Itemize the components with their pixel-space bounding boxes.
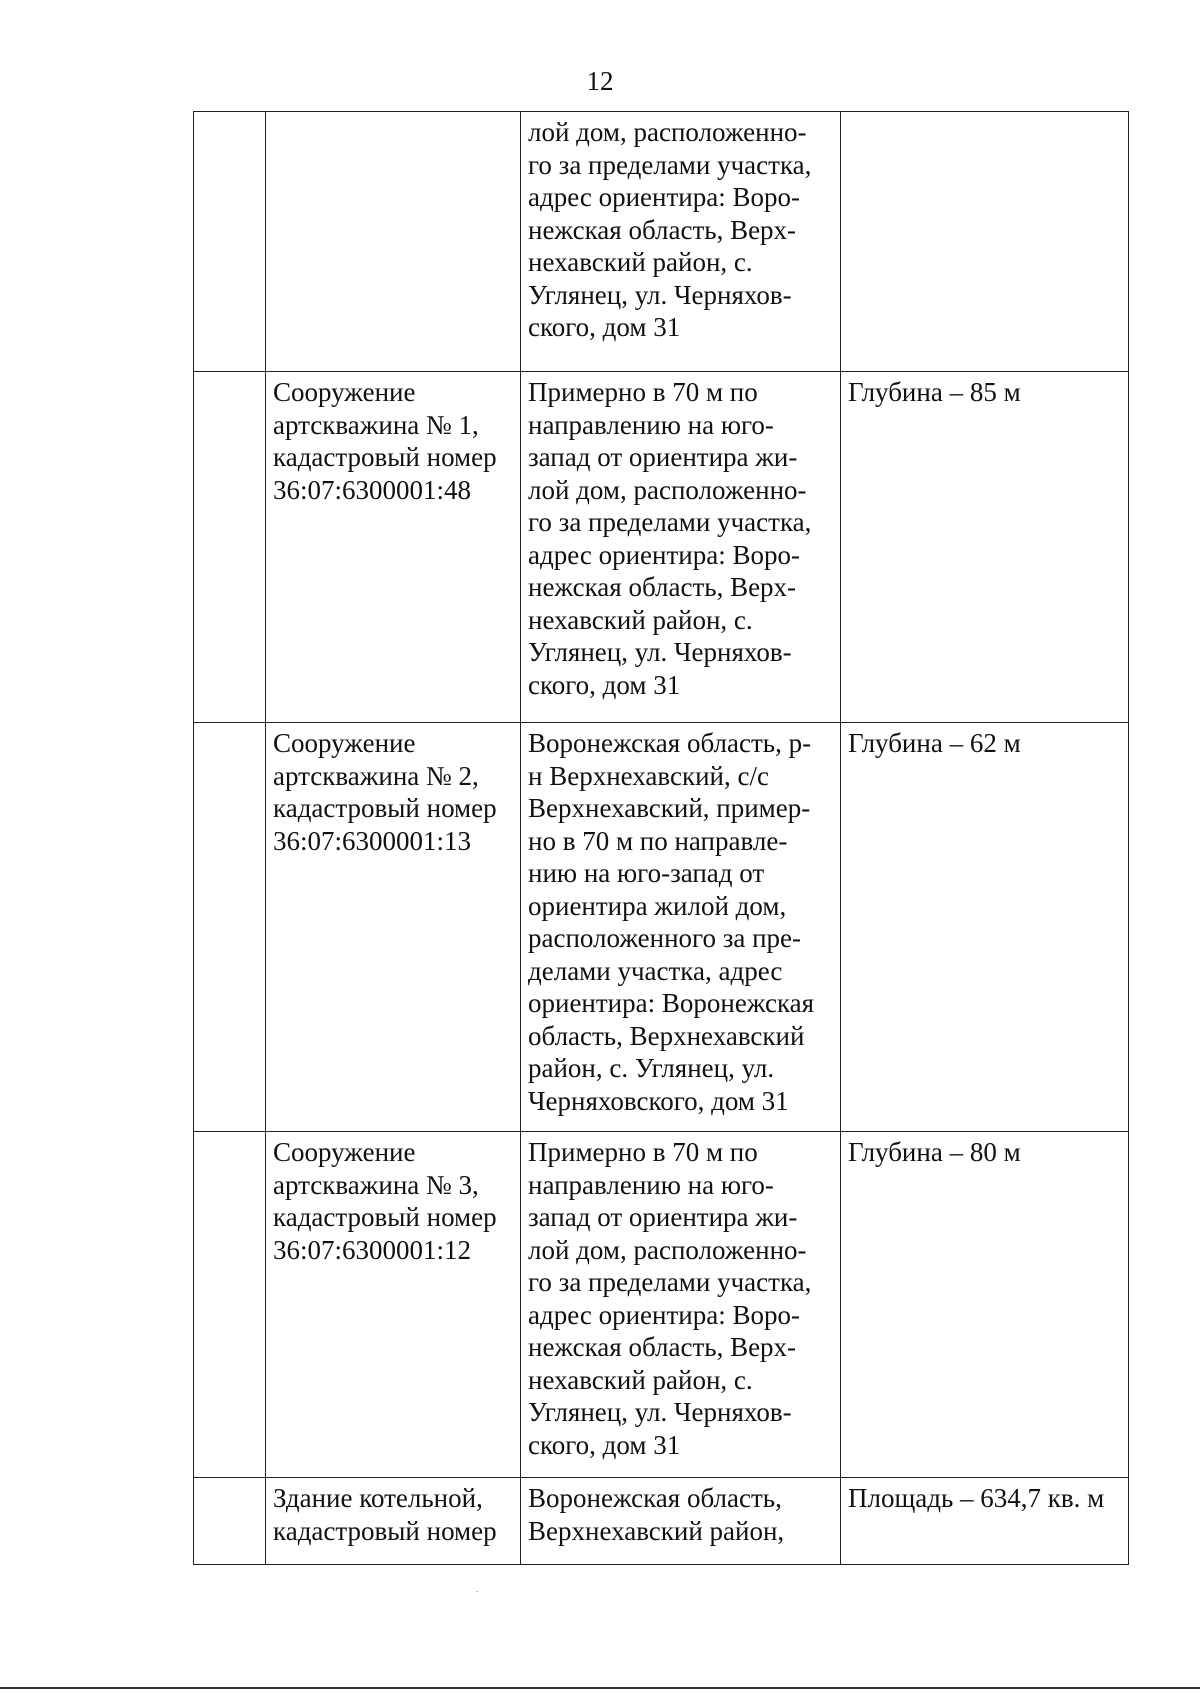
- row-number-cell: [194, 112, 266, 372]
- table-row: [194, 723, 1129, 1132]
- object-name-cell: Сооружение артскважина № 2, кадастровый номер 36:07:6300001:13: [266, 723, 521, 1132]
- row-number-cell: [194, 723, 266, 1132]
- page-number: 12: [586, 66, 614, 96]
- object-name-cell: [266, 112, 521, 372]
- table-row: [194, 112, 1129, 372]
- object-name-cell: Сооружение артскважина № 3, кадастровый номер 36:07:6300001:12: [266, 1132, 521, 1478]
- object-name-cell: Здание котельной, кадастровый номер: [266, 1478, 521, 1565]
- table-row: [194, 1478, 1129, 1565]
- object-name-cell: Сооружение артскважина № 1, кадастровый номер 36:07:6300001:48: [266, 372, 521, 723]
- page-bottom-edge: [0, 1687, 1200, 1689]
- row-number-cell: [194, 372, 266, 723]
- object-characteristic-cell: Глубина – 80 м: [841, 1132, 1129, 1478]
- object-address-cell: Воронежская область, Верхнехавский район,: [521, 1478, 841, 1565]
- table-row: [194, 1132, 1129, 1478]
- object-characteristic-cell: Глубина – 62 м: [841, 723, 1129, 1132]
- table-row: [194, 372, 1129, 723]
- object-characteristic-cell: Площадь – 634,7 кв. м: [841, 1478, 1129, 1565]
- object-characteristic-cell: Глубина – 85 м: [841, 372, 1129, 723]
- object-address-cell: Примерно в 70 м по направлению на юго- запад от ориентира жи- лой дом, расположенно- го за пределами участка, адрес ориентира: Воро- нежская область, Верх- нехавский район, с. Углянец, ул. Черняхов- ского, дом 31: [521, 372, 841, 723]
- row-number-cell: [194, 1132, 266, 1478]
- object-address-cell: Воронежская область, р- н Верхнехавский, с/с Верхнехавский, пример- но в 70 м по направле- нию на юго-запад от ориентира жилой дом, расположенного за пре- делами участка, адрес ориентира: Воронежская область, Верхнехавский район, с. Углянец, ул. Черняховского, дом 31: [521, 723, 841, 1132]
- object-characteristic-cell: [841, 112, 1129, 372]
- row-number-cell: [194, 1478, 266, 1565]
- scan-artifact: [476, 1591, 478, 1592]
- object-address-cell: Примерно в 70 м по направлению на юго- запад от ориентира жи- лой дом, расположенно- го за пределами участка, адрес ориентира: Воро- нежская область, Верх- нехавский район, с. Углянец, ул. Черняхов- ского, дом 31: [521, 1132, 841, 1478]
- property-table: [193, 111, 1129, 1565]
- object-address-cell: лой дом, расположенно- го за пределами участка, адрес ориентира: Воро- нежская область, Верх- нехавский район, с. Углянец, ул. Черняхов- ского, дом 31: [521, 112, 841, 372]
